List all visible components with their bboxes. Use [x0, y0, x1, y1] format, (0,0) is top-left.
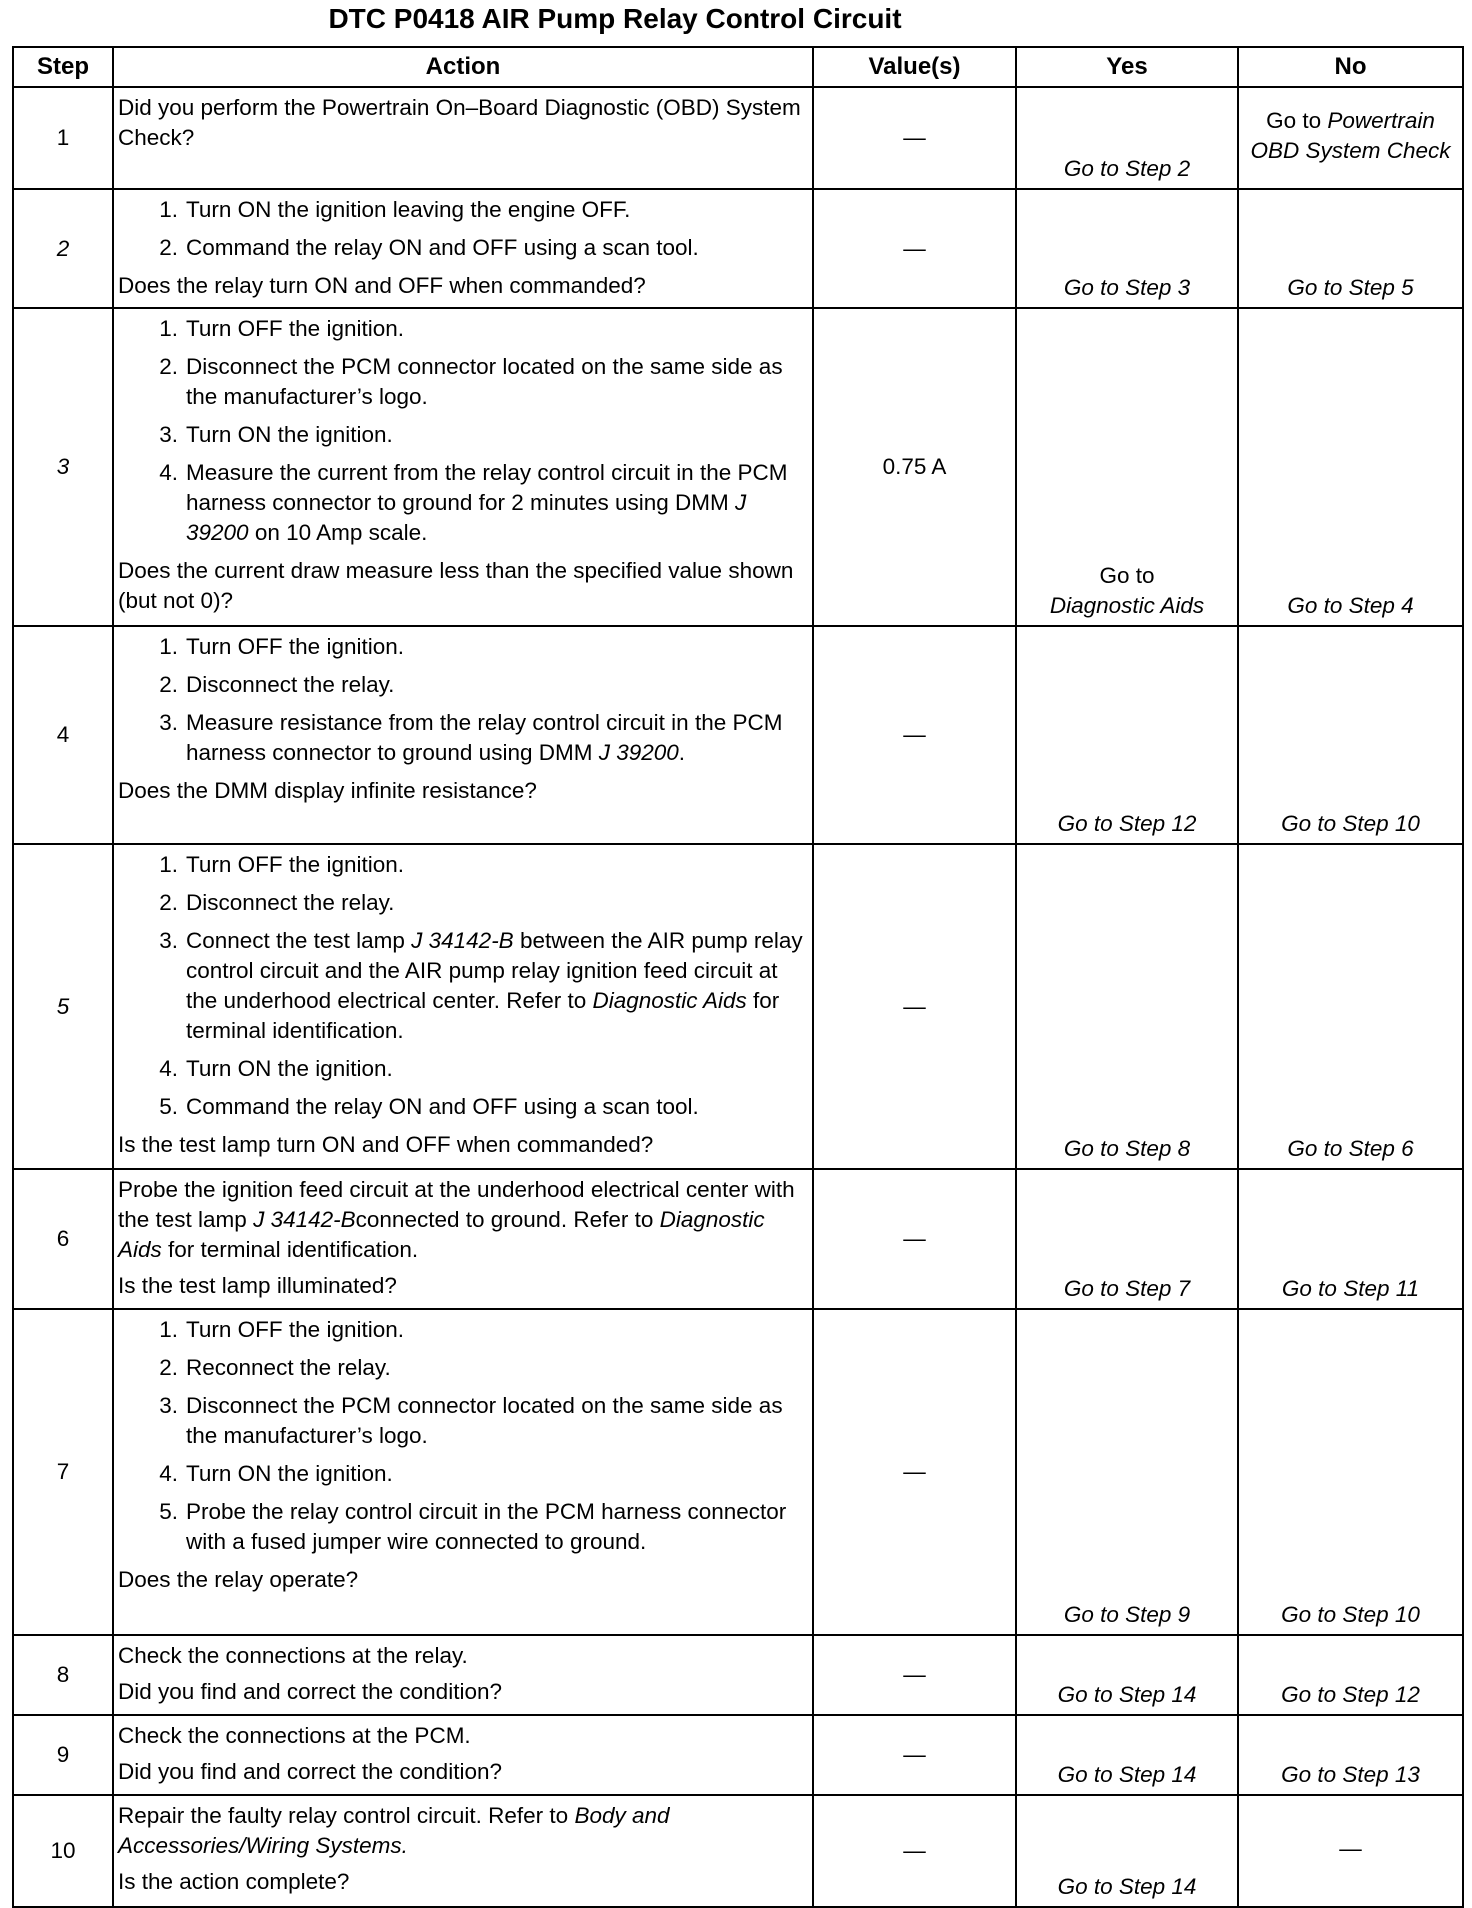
table-row [13, 1169, 1463, 1309]
step-number: 1 [13, 87, 113, 189]
no-value: — [1238, 1795, 1463, 1907]
table-row [13, 1309, 1463, 1635]
list-item: 3. Turn ON the ignition. [159, 422, 393, 447]
tool-ref: J 34142-B [253, 1207, 356, 1232]
no-link[interactable]: Go to Step 10 [1238, 1309, 1463, 1635]
no-link[interactable]: Go to Step 10 [1238, 626, 1463, 844]
header-step: Step [13, 47, 113, 87]
yes-link[interactable]: Go to Step 7 [1016, 1169, 1238, 1309]
page-title: DTC P0418 AIR Pump Relay Control Circuit [328, 3, 902, 34]
yes-link[interactable] [1016, 308, 1238, 626]
yes-link-prefix: Go to [1099, 563, 1155, 588]
no-link[interactable]: Go to Step 4 [1238, 308, 1463, 626]
no-link[interactable]: Go to Step 12 [1238, 1635, 1463, 1715]
question-text: Is the test lamp turn ON and OFF when commanded? [118, 1132, 654, 1157]
yes-link[interactable]: Go to Step 8 [1016, 844, 1238, 1169]
list-item: 5. Probe the relay control circuit in the PCM harness connector with a fused jumper wire connected to ground. [159, 1499, 787, 1554]
question-text: Does the DMM display infinite resistance? [118, 778, 537, 803]
no-link[interactable]: Go to Step 6 [1238, 844, 1463, 1169]
list-item: 5. Command the relay ON and OFF using a scan tool. [159, 1094, 699, 1119]
no-link[interactable] [1238, 87, 1463, 189]
action-cell [113, 1795, 813, 1907]
value-cell: — [813, 1309, 1016, 1635]
list-item: 1. Turn ON the ignition leaving the engine OFF. [159, 197, 631, 222]
yes-link[interactable]: Go to Step 14 [1016, 1635, 1238, 1715]
list-item: 4. Turn ON the ignition. [159, 1056, 393, 1081]
list-item: 1. Turn OFF the ignition. [159, 852, 405, 877]
list-item: 1. Turn OFF the ignition. [159, 1317, 405, 1342]
table-row [13, 308, 1463, 626]
step-number: 8 [13, 1635, 113, 1715]
list-item: 2. Disconnect the relay. [159, 890, 395, 915]
list-item: 3. Measure resistance from the relay control circuit in the PCM harness connector to ground using DMM J 39200. [159, 710, 783, 765]
question-text: Is the test lamp illuminated? [118, 1273, 397, 1298]
value-cell: — [813, 1169, 1016, 1309]
yes-link[interactable]: Go to Step 14 [1016, 1795, 1238, 1907]
value-cell: — [813, 626, 1016, 844]
list-item: 2. Command the relay ON and OFF using a scan tool. [159, 235, 699, 260]
question-text: Is the action complete? [118, 1869, 350, 1894]
cross-reference[interactable]: Diagnostic Aids [118, 1207, 765, 1262]
table-row [13, 844, 1463, 1169]
table-row [13, 1635, 1463, 1715]
table-row [13, 189, 1463, 308]
question-text: Does the current draw measure less than the specified value shown (but not 0)? [118, 558, 794, 613]
no-link[interactable]: Go to Step 5 [1238, 189, 1463, 308]
question-text: Did you find and correct the condition? [118, 1679, 502, 1704]
action-cell [113, 1309, 813, 1635]
action-cell [113, 1169, 813, 1309]
table-row [13, 626, 1463, 844]
action-text: Did you perform the Powertrain On–Board Diagnostic (OBD) System Check? [118, 95, 801, 150]
action-text: Check the connections at the relay. [118, 1643, 468, 1668]
action-text: Probe the ignition feed circuit at the underhood electrical center with the test lamp J 34142-Bconnected to ground. Refer to Diagnostic Aids for terminal identification. [118, 1177, 795, 1262]
list-item: 2. Disconnect the relay. [159, 672, 395, 697]
action-cell [113, 1715, 813, 1795]
value-cell: — [813, 844, 1016, 1169]
header-value: Value(s) [813, 47, 1016, 87]
yes-link[interactable]: Go to Step 12 [1016, 626, 1238, 844]
step-number: 9 [13, 1715, 113, 1795]
step-number: 7 [13, 1309, 113, 1635]
action-cell [113, 626, 813, 844]
action-text: Repair the faulty relay control circuit. Refer to Body and Accessories/Wiring Systems. [118, 1803, 670, 1858]
table-row [13, 1795, 1463, 1907]
question-text: Does the relay turn ON and OFF when commanded? [118, 273, 646, 298]
list-item: 2. Reconnect the relay. [159, 1355, 391, 1380]
list-item: 1. Turn OFF the ignition. [159, 316, 405, 341]
action-cell [113, 1635, 813, 1715]
cross-reference[interactable]: Diagnostic Aids [592, 988, 747, 1013]
action-cell [113, 87, 813, 189]
yes-link[interactable]: Go to Step 2 [1016, 87, 1238, 189]
action-cell [113, 844, 813, 1169]
tool-ref: J 34142-B [411, 928, 514, 953]
no-link[interactable]: Go to Step 11 [1238, 1169, 1463, 1309]
header-yes: Yes [1016, 47, 1238, 87]
value-cell: — [813, 1715, 1016, 1795]
yes-link[interactable]: Go to Step 9 [1016, 1309, 1238, 1635]
list-item: 1. Turn OFF the ignition. [159, 634, 405, 659]
step-number: 10 [13, 1795, 113, 1907]
yes-link-target: Diagnostic Aids [1049, 593, 1205, 618]
question-text: Does the relay operate? [118, 1567, 359, 1592]
cross-reference[interactable]: Body and Accessories/Wiring Systems. [118, 1803, 670, 1858]
question-text: Did you find and correct the condition? [118, 1759, 502, 1784]
no-link-prefix: Go to [1266, 108, 1328, 133]
list-item: 3. Disconnect the PCM connector located on the same side as the manufacturer’s logo. [159, 1393, 783, 1448]
list-item: 3. Connect the test lamp J 34142-B between the AIR pump relay control circuit and the AIR pump relay ignition feed circuit at the underhood electrical center. Refer to Diagnostic Aids for terminal identification. [159, 928, 803, 1043]
value-cell: — [813, 1795, 1016, 1907]
header-no: No [1238, 47, 1463, 87]
step-number: 3 [13, 308, 113, 626]
action-text: Check the connections at the PCM. [118, 1723, 471, 1748]
no-link-target: Powertrain OBD System Check [1250, 108, 1451, 163]
diagnostic-table [12, 46, 1464, 1908]
value-cell: — [813, 189, 1016, 308]
table-row [13, 1715, 1463, 1795]
tool-ref: J 39200 [598, 740, 679, 765]
no-link[interactable]: Go to Step 13 [1238, 1715, 1463, 1795]
yes-link[interactable]: Go to Step 14 [1016, 1715, 1238, 1795]
action-cell [113, 308, 813, 626]
yes-link[interactable]: Go to Step 3 [1016, 189, 1238, 308]
table-row [13, 87, 1463, 189]
step-number: 2 [13, 189, 113, 308]
value-cell: — [813, 87, 1016, 189]
value-cell: 0.75 A [813, 308, 1016, 626]
step-number: 6 [13, 1169, 113, 1309]
list-item: 4. Turn ON the ignition. [159, 1461, 393, 1486]
step-number: 4 [13, 626, 113, 844]
value-cell: — [813, 1635, 1016, 1715]
step-number: 5 [13, 844, 113, 1169]
list-item: 4. Measure the current from the relay control circuit in the PCM harness connector to ground for 2 minutes using DMM J 39200 on 10 Amp scale. [159, 460, 788, 545]
tool-ref: J 39200 [186, 490, 747, 545]
header-action: Action [113, 47, 813, 87]
action-cell [113, 189, 813, 308]
list-item: 2. Disconnect the PCM connector located on the same side as the manufacturer’s logo. [159, 354, 783, 409]
table-header-row [13, 47, 1463, 87]
